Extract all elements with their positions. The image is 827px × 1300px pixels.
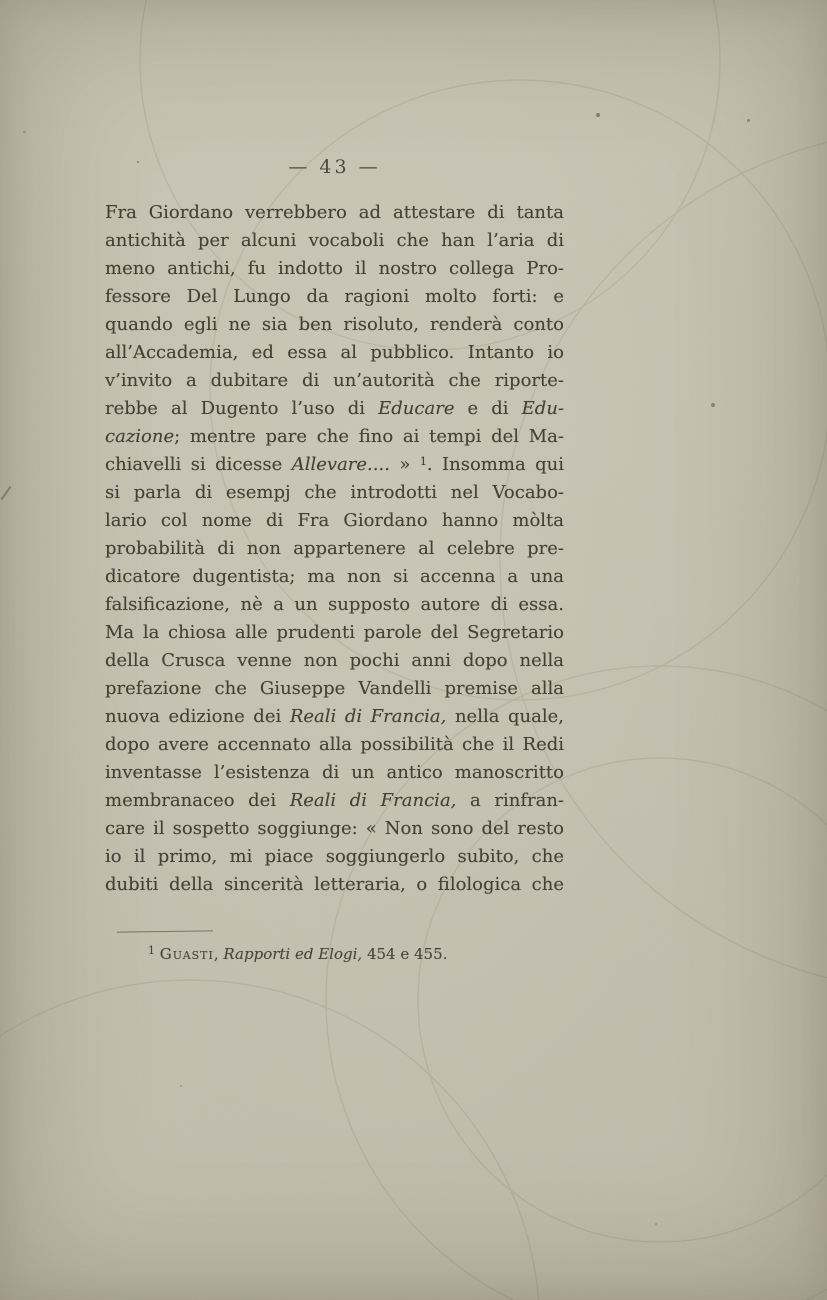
text-segment: fessore Del Lungo da ragioni molto forti: e — [105, 286, 564, 307]
text-segment: Reali di Francia, — [289, 790, 457, 811]
text-segment: a rinfran- — [456, 790, 564, 811]
text-segment: lario col nome di Fra Giordano hanno mòlta — [105, 510, 564, 531]
text-segment: prefazione che Giuseppe Vandelli premise alla — [105, 678, 564, 699]
text-segment: Reali di Francia, — [289, 706, 447, 727]
text-segment: inventasse l’esistenza di un antico manoscritto — [105, 762, 564, 783]
text-segment: membranaceo dei — [105, 790, 290, 811]
text-segment: meno antichi, fu indotto il nostro collega Pro- — [105, 258, 564, 279]
text-segment: nella quale, — [446, 706, 564, 727]
text-line — [105, 479, 564, 507]
main-text-block — [105, 199, 564, 899]
text-segment: . Insomma qui — [426, 454, 564, 475]
text-segment: all’Accademia, ed essa al pubblico. Intanto io — [105, 342, 564, 363]
dust-speck — [655, 1223, 657, 1225]
text-line — [105, 703, 564, 731]
dust-speck — [711, 403, 715, 407]
text-segment: Educare — [378, 398, 455, 419]
text-line — [105, 619, 564, 647]
dust-speck — [747, 119, 750, 122]
text-line — [105, 227, 564, 255]
text-segment: » — [389, 454, 420, 475]
text-segment: v’invito a dubitare di un’autorità che riporte- — [105, 370, 564, 391]
text-segment: Rapporti ed Elogi, — [223, 945, 363, 963]
text-segment: rebbe al Dugento l’uso di — [105, 398, 379, 419]
text-line — [105, 675, 564, 703]
text-segment: cazione — [105, 426, 175, 447]
dust-speck — [23, 131, 26, 133]
text-segment: chiavelli si dicesse — [105, 454, 292, 475]
text-segment: dicatore dugentista; ma non si accenna a una — [105, 566, 564, 587]
text-segment: Allevare.... — [291, 454, 390, 475]
text-line — [105, 843, 564, 871]
text-line — [105, 507, 564, 535]
text-line — [105, 591, 564, 619]
text-segment: 1 — [148, 944, 155, 957]
text-segment: si parla di esempj che introdotti nel Vocabo- — [105, 482, 564, 503]
text-line — [105, 535, 564, 563]
text-segment: falsificazione, nè a un supposto autore di essa. — [105, 594, 564, 615]
text-segment: dubiti della sincerità letteraria, o filologica che — [105, 874, 564, 895]
text-segment: dopo avere accennato alla possibilità che il Redi — [105, 734, 564, 755]
text-line — [105, 759, 564, 787]
text-segment: della Crusca venne non pochi anni dopo nella — [105, 650, 564, 671]
text-line — [105, 339, 564, 367]
text-line — [105, 395, 564, 423]
text-segment: Guasti — [159, 945, 214, 963]
text-segment: quando egli ne sia ben risoluto, renderà conto — [105, 314, 564, 335]
page-number: — 43 — — [288, 156, 381, 178]
text-line — [105, 199, 564, 227]
text-line — [105, 787, 564, 815]
text-line — [105, 311, 564, 339]
text-line — [105, 255, 564, 283]
text-line — [105, 563, 564, 591]
text-segment: ; mentre pare che fino ai tempi del Ma- — [174, 426, 564, 447]
text-segment: antichità per alcuni vocaboli che han l’aria di — [105, 230, 564, 251]
text-line — [105, 731, 564, 759]
footnote — [130, 944, 578, 965]
text-line — [105, 423, 564, 451]
text-line — [105, 647, 564, 675]
text-segment: e di — [454, 398, 522, 419]
text-segment: nuova edizione dei — [105, 706, 290, 727]
dust-speck — [180, 1085, 182, 1087]
text-line — [105, 367, 564, 395]
text-line — [105, 871, 564, 899]
text-segment: Fra Giordano verrebbero ad attestare di tanta — [105, 202, 564, 223]
text-segment: 454 e 455. — [362, 945, 448, 963]
text-segment: , — [213, 945, 224, 963]
text-line — [105, 815, 564, 843]
text-segment: Edu- — [521, 398, 564, 419]
text-segment: io il primo, mi piace soggiungerlo subito, che — [105, 846, 564, 867]
edge-mark — [1, 486, 12, 500]
text-line — [105, 451, 564, 479]
dust-speck — [596, 113, 600, 117]
text-line — [105, 283, 564, 311]
text-segment: probabilità di non appartenere al celebre pre- — [105, 538, 564, 559]
text-segment: 1 — [419, 455, 427, 468]
text-segment: care il sospetto soggiunge: « Non sono del resto — [105, 818, 564, 839]
footnote-rule — [117, 930, 213, 932]
text-segment: Ma la chiosa alle prudenti parole del Segretario — [105, 622, 564, 643]
